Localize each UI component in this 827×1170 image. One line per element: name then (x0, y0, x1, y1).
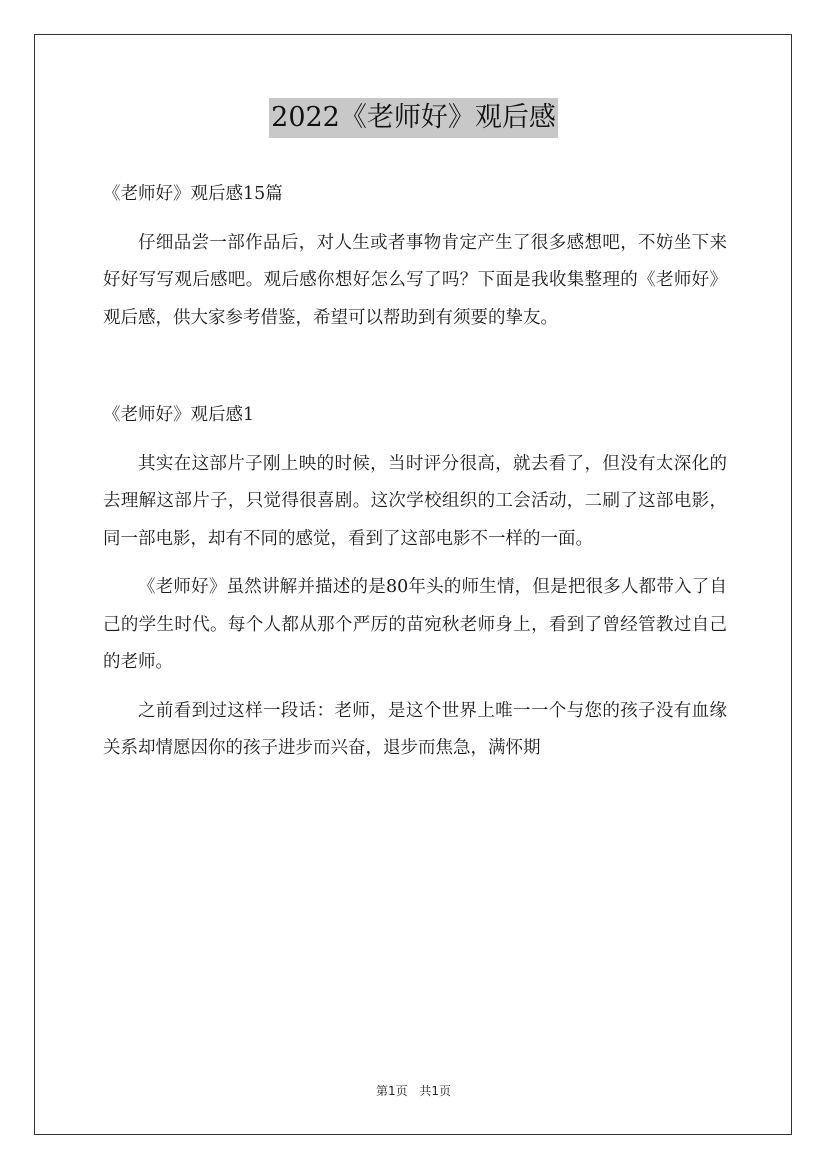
page-total: 共1页 (419, 1084, 452, 1098)
intro-paragraph: 仔细品尝一部作品后，对人生或者事物肯定产生了很多感想吧，不妨坐下来好好写写观后感吧。观后感你想好怎么写了吗？下面是我收集整理的《老师好》观后感，供大家参考借鉴，希望可以帮助到有须要的挚友。 (103, 232, 727, 328)
spacer (103, 214, 727, 225)
document-title: 2022《老师好》观后感 (269, 98, 558, 138)
title-container (0, 98, 827, 138)
document-body (103, 176, 727, 768)
spacer (103, 435, 727, 446)
page-footer (0, 1083, 827, 1099)
document-subtitle: 《老师好》观后感15篇 (103, 184, 283, 204)
section-heading: 《老师好》观后感1 (103, 405, 255, 425)
body-paragraph-1: 其实在这部片子刚上映的时候，当时评分很高，就去看了，但没有太深化的去理解这部片子，只觉得很喜剧。这次学校组织的工会活动，二刷了这部电影，同一部电影，却有不同的感觉，看到了这部电影不一样的一面。 (103, 453, 727, 549)
spacer (103, 386, 727, 397)
spacer (103, 337, 727, 386)
body-paragraph-3: 之前看到过这样一段话：老师，是这个世界上唯一一个与您的孩子没有血缘关系却情愿因你的孩子进步而兴奋，退步而焦急，满怀期 (103, 700, 727, 758)
body-paragraph-2: 《老师好》虽然讲解并描述的是80年头的师生情，但是把很多人都带入了自己的学生时代。每个人都从那个严厉的苗宛秋老师身上，看到了曾经管教过自己的老师。 (103, 577, 727, 672)
spacer (103, 682, 727, 693)
page-number: 第1页 (375, 1084, 408, 1098)
spacer (103, 558, 727, 569)
